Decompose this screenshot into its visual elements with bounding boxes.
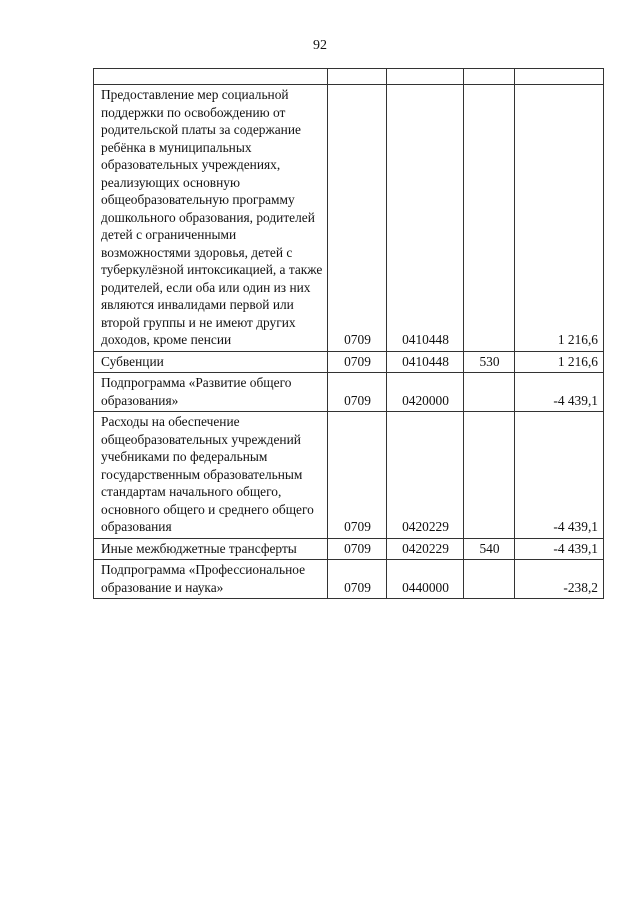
page-number: 92	[313, 38, 327, 53]
row-section-code: 0709	[328, 560, 387, 599]
table-row	[94, 538, 604, 560]
row-amount: 1 216,6	[515, 85, 604, 352]
row-expense-type	[464, 560, 515, 599]
row-expense-type: 540	[464, 538, 515, 560]
table-cell	[464, 69, 515, 85]
table-cell	[328, 69, 387, 85]
budget-table	[93, 68, 604, 599]
row-section-code: 0709	[328, 85, 387, 352]
row-section-code: 0709	[328, 412, 387, 539]
table-top-row	[94, 69, 604, 85]
table-row	[94, 85, 604, 352]
row-expense-type: 530	[464, 351, 515, 373]
table-cell	[515, 69, 604, 85]
row-article-code: 0420000	[387, 373, 464, 412]
row-article-code: 0410448	[387, 85, 464, 352]
row-description: Подпрограмма «Развитие общего образования»	[94, 373, 328, 412]
table-row	[94, 351, 604, 373]
row-article-code: 0410448	[387, 351, 464, 373]
row-expense-type	[464, 412, 515, 539]
row-description: Предоставление мер социальной поддержки по освобождению от родительской платы за содержание ребёнка в муниципальных образовательных учреждениях, реализующих основную общеобразовательную программу дошкольного образования, родителей детей с ограниченными возможностями здоровья, детей с туберкулёзной интоксикацией, а также родителей, если оба или один из них являются инвалидами первой или второй группы и не имеют других доходов, кроме пенсии	[94, 85, 328, 352]
table-row	[94, 560, 604, 599]
row-amount: -4 439,1	[515, 412, 604, 539]
row-section-code: 0709	[328, 351, 387, 373]
table-row	[94, 373, 604, 412]
row-description: Подпрограмма «Профессиональное образование и наука»	[94, 560, 328, 599]
row-amount: -238,2	[515, 560, 604, 599]
row-article-code: 0440000	[387, 560, 464, 599]
row-expense-type	[464, 373, 515, 412]
row-amount: -4 439,1	[515, 373, 604, 412]
row-description: Расходы на обеспечение общеобразовательных учреждений учебниками по федеральным государственным образовательным стандартам начального общего, основного общего и среднего общего образования	[94, 412, 328, 539]
row-article-code: 0420229	[387, 412, 464, 539]
row-article-code: 0420229	[387, 538, 464, 560]
row-description: Субвенции	[94, 351, 328, 373]
table-cell	[387, 69, 464, 85]
row-expense-type	[464, 85, 515, 352]
table-cell	[94, 69, 328, 85]
table-row	[94, 412, 604, 539]
row-section-code: 0709	[328, 373, 387, 412]
row-amount: -4 439,1	[515, 538, 604, 560]
row-section-code: 0709	[328, 538, 387, 560]
row-description: Иные межбюджетные трансферты	[94, 538, 328, 560]
row-amount: 1 216,6	[515, 351, 604, 373]
